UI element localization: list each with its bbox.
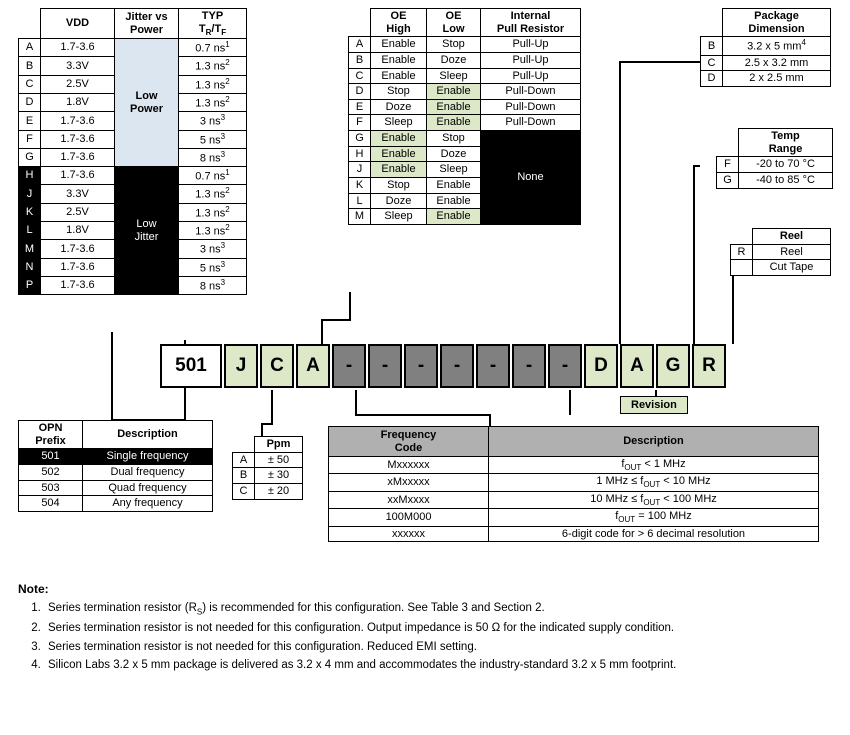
ppm-row-value: ± 20 xyxy=(255,483,303,499)
vdd-row-value: 1.8V xyxy=(41,93,115,111)
oe-row-letter: M xyxy=(349,209,371,225)
reel-row-value: Cut Tape xyxy=(753,260,831,276)
oe-low-value: Sleep xyxy=(427,68,481,84)
note-item: 4. Silicon Labs 3.2 x 5 mm package is delivered as 3.2 x 4 mm and accommodates the industry-standard 3.2 x 5 mm footprint. xyxy=(44,657,833,674)
reel-row-letter xyxy=(731,260,753,276)
opn-prefix-table-block xyxy=(18,420,213,512)
code-box[interactable]: - xyxy=(476,344,510,388)
opn-desc: Single frequency xyxy=(83,449,213,465)
oe-row-letter: L xyxy=(349,193,371,209)
freq-code: xxxxxx xyxy=(329,526,489,542)
table-row xyxy=(329,457,819,474)
vdd-group-low-power: Low Power xyxy=(115,39,179,167)
oe-high-value: Enable xyxy=(371,68,427,84)
oe-low-value: Sleep xyxy=(427,162,481,178)
table-row xyxy=(349,99,581,115)
vdd-row-letter: J xyxy=(19,185,41,203)
oe-low-header: OE Low xyxy=(427,9,481,37)
vdd-row-typ: 3 $ns^3$ xyxy=(179,112,247,130)
oe-high-value: Stop xyxy=(371,84,427,100)
freq-desc: 6-digit code for > 6 decimal resolution xyxy=(489,526,819,542)
vdd-row-letter: N xyxy=(19,258,41,276)
oe-low-value: Enable xyxy=(427,115,481,131)
table-row xyxy=(349,68,581,84)
internal-pull-value: Pull-Up xyxy=(481,52,581,68)
vdd-row-letter: G xyxy=(19,148,41,166)
code-box[interactable]: G xyxy=(656,344,690,388)
oe-row-letter: J xyxy=(349,162,371,178)
package-row-letter: C xyxy=(701,55,723,71)
internal-pull-value: Pull-Down xyxy=(481,99,581,115)
table-row xyxy=(19,464,213,480)
code-box[interactable]: - xyxy=(440,344,474,388)
ppm-row-value: ± 50 xyxy=(255,452,303,468)
vdd-row-typ: 5 $ns^3$ xyxy=(179,258,247,276)
package-row-value: 3.2 x 5 $mm^4$ xyxy=(723,37,831,55)
vdd-row-letter: H xyxy=(19,167,41,185)
vdd-row-typ: 1.3 $ns^2$ xyxy=(179,93,247,111)
opn-prefix-table xyxy=(18,420,213,512)
temp-table-block xyxy=(716,128,833,189)
oe-row-letter: F xyxy=(349,115,371,131)
temp-header: Temp Range xyxy=(739,129,833,157)
vdd-row-typ: 1.3 $ns^2$ xyxy=(179,221,247,239)
vdd-row-value: 1.7-3.6 xyxy=(41,167,115,185)
vdd-row-letter: K xyxy=(19,203,41,221)
oe-high-value: Sleep xyxy=(371,209,427,225)
vdd-group-low-jitter: Low Jitter xyxy=(115,167,179,295)
table-row xyxy=(349,84,581,100)
opn-code: 502 xyxy=(19,464,83,480)
internal-pull-header: Internal Pull Resistor xyxy=(481,9,581,37)
table-row xyxy=(701,37,831,55)
revision-label: Revision xyxy=(620,396,688,414)
opn-prefix-header: OPN Prefix xyxy=(19,421,83,449)
temp-row-letter: G xyxy=(717,172,739,188)
vdd-row-typ: 1.3 $ns^2$ xyxy=(179,75,247,93)
freq-code-header: Frequency Code xyxy=(329,427,489,457)
oe-row-letter: G xyxy=(349,131,371,147)
vdd-row-value: 1.7-3.6 xyxy=(41,112,115,130)
vdd-row-value: 1.7-3.6 xyxy=(41,240,115,258)
opn-desc-header: Description xyxy=(83,421,213,449)
reel-row-value: Reel xyxy=(753,244,831,260)
internal-pull-value: Pull-Up xyxy=(481,37,581,53)
note-item: 2. Series termination resistor is not needed for this configuration. Output impedance is 50 Ω for the indicated supply condition. xyxy=(44,620,833,637)
vdd-row-letter: M xyxy=(19,240,41,258)
oe-low-value: Enable xyxy=(427,99,481,115)
oe-low-value: Enable xyxy=(427,193,481,209)
table-row xyxy=(233,452,303,468)
freq-code: Mxxxxxx xyxy=(329,457,489,474)
freq-desc-header: Description xyxy=(489,427,819,457)
freq-code: xxMxxxx xyxy=(329,491,489,508)
table-row xyxy=(19,480,213,496)
code-box[interactable]: - xyxy=(332,344,366,388)
oe-high-value: Sleep xyxy=(371,115,427,131)
table-row xyxy=(19,167,247,185)
package-row-letter: D xyxy=(701,71,723,87)
table-row xyxy=(349,131,581,147)
ppm-table xyxy=(232,436,303,500)
oe-high-value: Enable xyxy=(371,37,427,53)
vdd-row-letter: E xyxy=(19,112,41,130)
code-box[interactable]: C xyxy=(260,344,294,388)
vdd-row-typ: 8 $ns^3$ xyxy=(179,148,247,166)
table-row xyxy=(329,491,819,508)
oe-row-letter: E xyxy=(349,99,371,115)
vdd-row-letter: L xyxy=(19,221,41,239)
vdd-header: VDD xyxy=(41,9,115,39)
reel-row-letter: R xyxy=(731,244,753,260)
vdd-table xyxy=(18,8,247,295)
oe-high-value: Enable xyxy=(371,131,427,147)
table-row xyxy=(349,115,581,131)
oe-high-value: Stop xyxy=(371,178,427,194)
vdd-row-typ: 1.3 $ns^2$ xyxy=(179,203,247,221)
oe-low-value: Enable xyxy=(427,178,481,194)
oe-low-value: Stop xyxy=(427,37,481,53)
ppm-row-letter: A xyxy=(233,452,255,468)
vdd-row-typ: 0.7 $ns^1$ xyxy=(179,167,247,185)
oe-row-letter: A xyxy=(349,37,371,53)
package-table-block xyxy=(700,8,831,87)
table-row xyxy=(701,55,831,71)
table-row xyxy=(329,526,819,542)
opn-desc: Quad frequency xyxy=(83,480,213,496)
freq-desc: 1 MHz ≤ $f_{OUT} < 10$ MHz xyxy=(489,474,819,491)
table-row xyxy=(233,483,303,499)
ppm-header: Ppm xyxy=(255,437,303,453)
temp-range-table xyxy=(716,128,833,189)
vdd-row-value: 1.7-3.6 xyxy=(41,130,115,148)
internal-pull-value: None xyxy=(481,131,581,225)
reel-table xyxy=(730,228,831,276)
vdd-row-value: 2.5V xyxy=(41,203,115,221)
vdd-table-block xyxy=(18,8,247,295)
oe-high-value: Enable xyxy=(371,52,427,68)
temp-row-value: -40 to 85 °C xyxy=(739,172,833,188)
notes-list xyxy=(18,600,833,674)
ppm-row-value: ± 30 xyxy=(255,468,303,484)
table-row xyxy=(349,52,581,68)
oe-high-header: OE High xyxy=(371,9,427,37)
vdd-row-letter: P xyxy=(19,276,41,294)
vdd-row-typ: 8 $ns^3$ xyxy=(179,276,247,294)
oe-high-value: Enable xyxy=(371,146,427,162)
vdd-row-letter: C xyxy=(19,75,41,93)
freq-code: xMxxxxx xyxy=(329,474,489,491)
vdd-row-typ: 1.3 $ns^2$ xyxy=(179,57,247,75)
vdd-row-letter: B xyxy=(19,57,41,75)
jitter-header: Jitter vs Power xyxy=(115,9,179,39)
freq-code: 100M000 xyxy=(329,509,489,526)
vdd-row-letter: F xyxy=(19,130,41,148)
note-item: 1. Series termination resistor $(R_S)$ is recommended for this configuration. See Table 3 and Section 2. xyxy=(44,600,833,618)
oe-row-letter: K xyxy=(349,178,371,194)
table-row xyxy=(329,474,819,491)
oe-high-value: Doze xyxy=(371,99,427,115)
package-row-value: 2.5 x 3.2 mm xyxy=(723,55,831,71)
vdd-row-value: 1.7-3.6 xyxy=(41,258,115,276)
internal-pull-value: Pull-Down xyxy=(481,115,581,131)
vdd-row-value: 2.5V xyxy=(41,75,115,93)
reel-table-block xyxy=(730,228,831,276)
vdd-row-value: 1.7-3.6 xyxy=(41,276,115,294)
vdd-row-value: 1.7-3.6 xyxy=(41,148,115,166)
frequency-code-table-block xyxy=(328,426,819,542)
freq-desc: $f_{OUT} = 100$ MHz xyxy=(489,509,819,526)
oe-table-block xyxy=(348,8,581,225)
oe-row-letter: C xyxy=(349,68,371,84)
ppm-row-letter: C xyxy=(233,483,255,499)
freq-desc: $f_{OUT} < 1$ MHz xyxy=(489,457,819,474)
opn-code: 501 xyxy=(19,449,83,465)
vdd-row-typ: 3 $ns^3$ xyxy=(179,240,247,258)
vdd-row-typ: 1.3 $ns^2$ xyxy=(179,185,247,203)
opn-code: 503 xyxy=(19,480,83,496)
oe-low-value: Enable xyxy=(427,84,481,100)
package-row-value: 2 x 2.5 mm xyxy=(723,71,831,87)
code-box[interactable]: R xyxy=(692,344,726,388)
internal-pull-value: Pull-Down xyxy=(481,84,581,100)
code-box[interactable]: - xyxy=(512,344,546,388)
vdd-row-letter: D xyxy=(19,93,41,111)
table-row xyxy=(717,172,833,188)
notes-title: Note: xyxy=(18,582,49,596)
code-box[interactable]: - xyxy=(404,344,438,388)
oe-low-value: Stop xyxy=(427,131,481,147)
table-row xyxy=(731,260,831,276)
ppm-row-letter: B xyxy=(233,468,255,484)
reel-header: Reel xyxy=(753,229,831,245)
ppm-table-block xyxy=(232,436,303,500)
code-box[interactable]: D xyxy=(584,344,618,388)
oe-high-value: Doze xyxy=(371,193,427,209)
table-row xyxy=(19,39,247,57)
oe-low-value: Enable xyxy=(427,209,481,225)
oe-row-letter: B xyxy=(349,52,371,68)
package-row-letter: B xyxy=(701,37,723,55)
vdd-row-typ: 5 $ns^3$ xyxy=(179,130,247,148)
vdd-row-value: 1.7-3.6 xyxy=(41,39,115,57)
vdd-row-value: 3.3V xyxy=(41,185,115,203)
code-box[interactable]: - xyxy=(548,344,582,388)
code-box[interactable]: - xyxy=(368,344,402,388)
code-box[interactable]: A xyxy=(296,344,330,388)
package-dimension-table xyxy=(700,8,831,87)
package-header: Package Dimension xyxy=(723,9,831,37)
table-row xyxy=(329,509,819,526)
freq-desc: 10 MHz ≤ $f_{OUT} < 100$ MHz xyxy=(489,491,819,508)
table-row xyxy=(701,71,831,87)
opn-code: 504 xyxy=(19,496,83,512)
note-item: 3. Series termination resistor is not needed for this configuration. Reduced EMI setting. xyxy=(44,639,833,656)
typ-header: TYP $T_R/T_F$ xyxy=(179,9,247,39)
table-row xyxy=(19,449,213,465)
vdd-row-letter: A xyxy=(19,39,41,57)
vdd-row-value: 3.3V xyxy=(41,57,115,75)
part-number-code-row xyxy=(160,344,728,388)
code-box[interactable]: A xyxy=(620,344,654,388)
table-row xyxy=(233,468,303,484)
oe-low-value: Doze xyxy=(427,146,481,162)
oe-row-letter: H xyxy=(349,146,371,162)
table-row xyxy=(717,157,833,173)
notes-section xyxy=(18,582,833,676)
frequency-code-table xyxy=(328,426,819,542)
oe-table xyxy=(348,8,581,225)
oe-low-value: Doze xyxy=(427,52,481,68)
vdd-row-value: 1.8V xyxy=(41,221,115,239)
temp-row-value: -20 to 70 °C xyxy=(739,157,833,173)
table-row xyxy=(19,496,213,512)
code-box[interactable]: 501 xyxy=(160,344,222,388)
opn-desc: Dual frequency xyxy=(83,464,213,480)
temp-row-letter: F xyxy=(717,157,739,173)
opn-desc: Any frequency xyxy=(83,496,213,512)
internal-pull-value: Pull-Up xyxy=(481,68,581,84)
code-box[interactable]: J xyxy=(224,344,258,388)
table-row xyxy=(349,37,581,53)
table-row xyxy=(731,244,831,260)
oe-row-letter: D xyxy=(349,84,371,100)
oe-high-value: Enable xyxy=(371,162,427,178)
vdd-row-typ: 0.7 $ns^1$ xyxy=(179,39,247,57)
